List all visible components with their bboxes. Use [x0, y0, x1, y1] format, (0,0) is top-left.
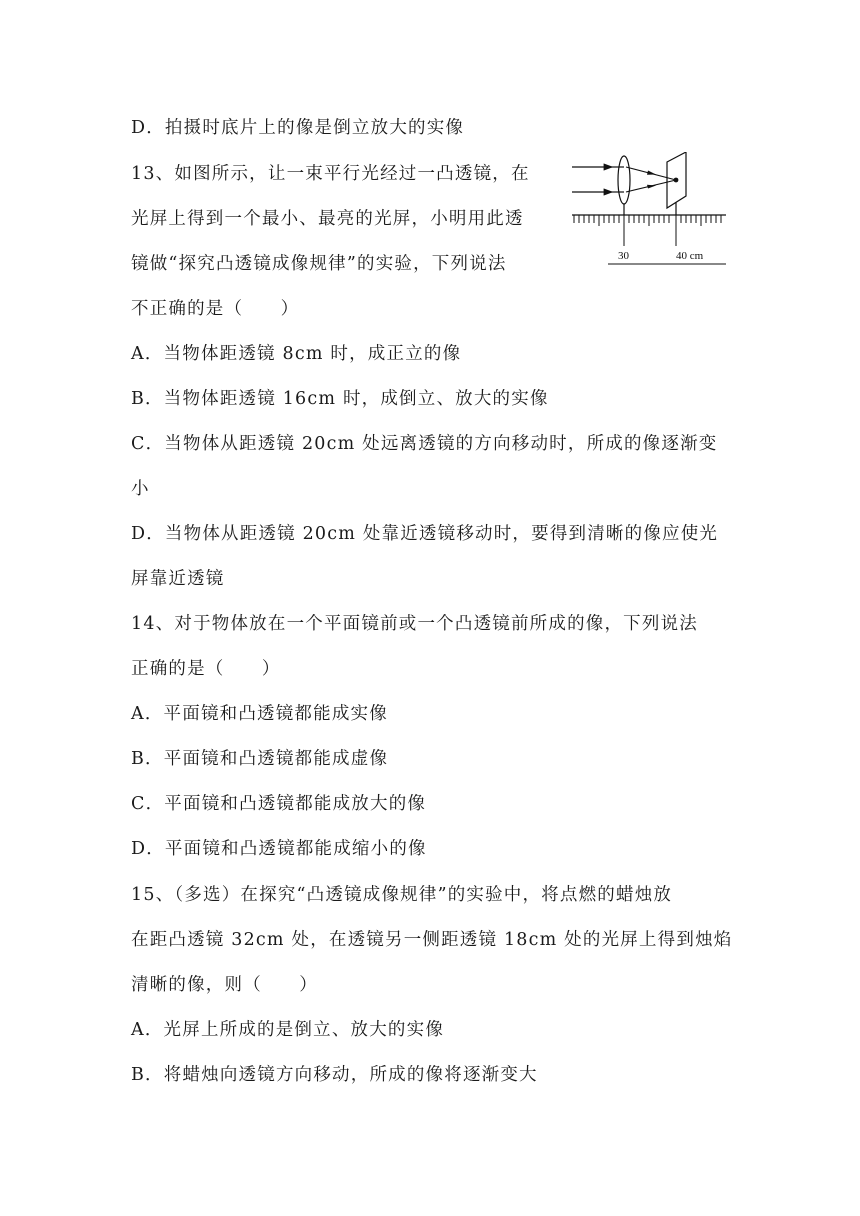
- convex-lens: [618, 156, 630, 204]
- q13-stem-line-4: 不正确的是（ ）: [131, 299, 300, 319]
- focus-point: [674, 178, 679, 183]
- q13-option-c-line-1: C．当物体从距透镜 20cm 处远离透镜的方向移动时，所成的像逐渐变: [131, 434, 718, 454]
- q14-stem-line-2: 正确的是（ ）: [131, 659, 281, 679]
- q13-option-d-line-1: D．当物体从距透镜 20cm 处靠近透镜移动时，要得到清晰的像应使光: [131, 524, 719, 544]
- q15-stem-line-3: 清晰的像，则（ ）: [131, 975, 318, 995]
- q13-stem-line-3: 镜做“探究凸透镜成像规律”的实验，下列说法: [131, 254, 507, 274]
- q14-option-c: C．平面镜和凸透镜都能成放大的像: [131, 794, 427, 814]
- ruler-label-30: 30: [618, 250, 629, 262]
- q14-option-b: B．平面镜和凸透镜都能成虚像: [131, 749, 389, 769]
- q13-stem-line-2: 光屏上得到一个最小、最亮的光屏，小明用此透: [131, 209, 524, 229]
- q14-option-a: A．平面镜和凸透镜都能成实像: [131, 704, 388, 724]
- q13-stem-line-1: 13、如图所示，让一束平行光经过一凸透镜，在: [131, 164, 530, 184]
- ruler-label-40: 40 cm: [676, 250, 704, 262]
- q14-stem-line-1: 14、对于物体放在一个平面镜前或一个凸透镜前所成的像，下列说法: [131, 614, 698, 634]
- q13-option-a: A．当物体距透镜 8cm 时，成正立的像: [131, 344, 462, 364]
- q15-option-b: B．将蜡烛向透镜方向移动，所成的像将逐渐变大: [131, 1065, 538, 1085]
- q13-option-d-line-2: 屏靠近透镜: [131, 569, 225, 589]
- q15-option-a: A．光屏上所成的是倒立、放大的实像: [131, 1020, 445, 1040]
- q12-option-d: D．拍摄时底片上的像是倒立放大的实像: [131, 118, 465, 138]
- q13-option-c-line-2: 小: [131, 479, 150, 499]
- q13-option-b: B．当物体距透镜 16cm 时，成倒立、放大的实像: [131, 389, 549, 409]
- q14-option-d: D．平面镜和凸透镜都能成缩小的像: [131, 839, 427, 859]
- lens-focal-length-diagram: [568, 152, 730, 267]
- q15-stem-line-2: 在距凸透镜 32cm 处，在透镜另一侧距透镜 18cm 处的光屏上得到烛焰: [131, 930, 733, 950]
- q15-stem-line-1: 15、（多选）在探究“凸透镜成像规律”的实验中，将点燃的蜡烛放: [131, 885, 673, 905]
- ruler-ticks: [574, 215, 721, 246]
